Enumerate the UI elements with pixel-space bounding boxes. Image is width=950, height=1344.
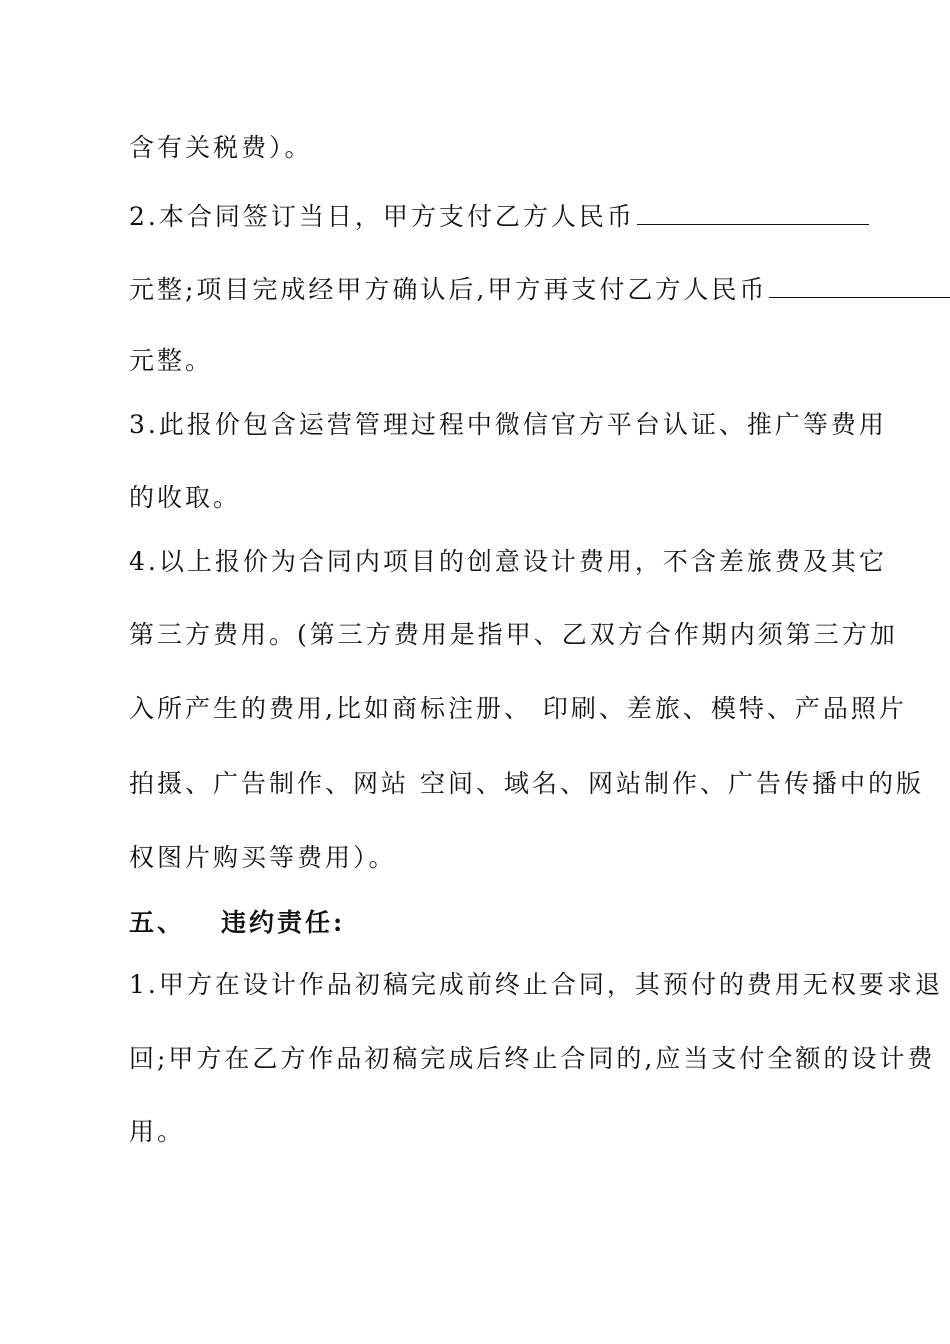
amount-blank-second	[769, 273, 950, 298]
text-line-tax-note: 含有关税费）。	[129, 133, 313, 162]
text-line-termination-after: 回;甲方在乙方作品初稿完成后终止合同的,应当支付全额的设计费	[129, 1044, 936, 1073]
section-title: 违约责任:	[221, 908, 346, 937]
text-line-payment-first: 2.本合同签订当日，甲方支付乙方人民币	[129, 202, 635, 231]
text-line-image-purchase: 权图片购买等费用）。	[129, 843, 397, 872]
section-heading	[129, 908, 345, 938]
text-line-termination-before: 1.甲方在设计作品初稿完成前终止合同，其预付的费用无权要求退	[129, 970, 943, 999]
text-line-expenses-list: 入所产生的费用,比如商标注册、 印刷、差旅、模特、产品照片	[129, 694, 907, 723]
text-line-third-party: 第三方费用。(第三方费用是指甲、乙双方合作期内须第三方加	[129, 620, 898, 649]
text-line-fee-end: 用。	[129, 1117, 186, 1146]
text-line-production-costs: 拍摄、广告制作、网站 空间、域名、网站制作、广告传播中的版	[129, 769, 924, 798]
text-line-yuan: 元整。	[129, 346, 214, 375]
amount-blank-first	[637, 200, 869, 225]
text-line-payment-second: 元整;项目完成经甲方确认后,甲方再支付乙方人民币	[129, 275, 768, 304]
text-line-collection: 的收取。	[129, 483, 242, 512]
text-line-quote-design-fee: 4.以上报价为合同内项目的创意设计费用，不含差旅费及其它	[129, 547, 887, 576]
section-number: 五、	[129, 908, 186, 937]
payment-clause-line	[129, 200, 869, 232]
payment-clause-line-2	[129, 273, 950, 305]
text-line-quote-includes: 3.此报价包含运营管理过程中微信官方平台认证、推广等费用	[129, 410, 887, 439]
